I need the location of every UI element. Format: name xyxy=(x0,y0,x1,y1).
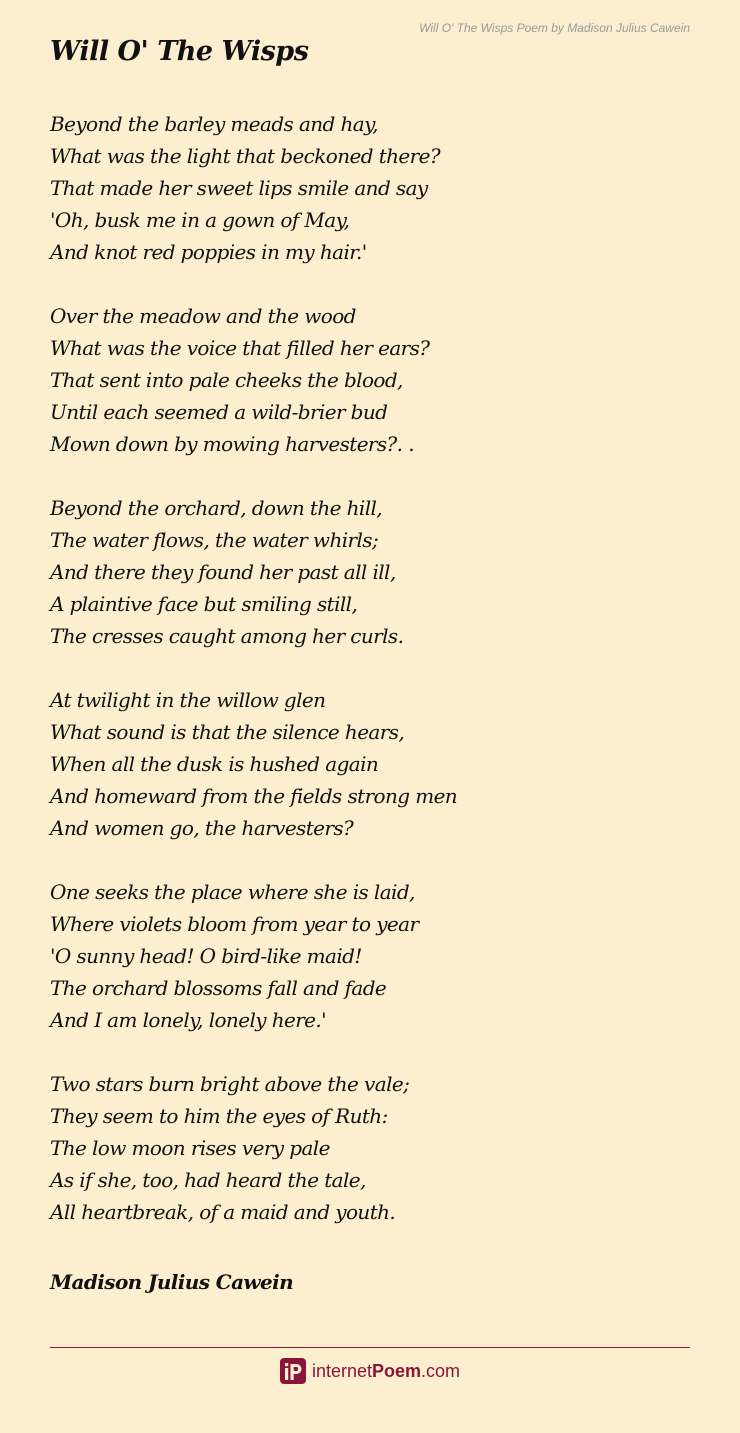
poem-line: The cresses caught among her curls. xyxy=(50,624,404,648)
poem-line: As if she, too, had heard the tale, xyxy=(50,1168,366,1192)
stanza xyxy=(50,1068,690,1228)
poem-line: The low moon rises very pale xyxy=(50,1136,330,1160)
poem-line: The water flows, the water whirls; xyxy=(50,528,379,552)
poem-line: And homeward from the fields strong men xyxy=(50,784,458,808)
stanza xyxy=(50,300,690,460)
poem-body xyxy=(50,108,690,1260)
brand-text-poem: Poem xyxy=(372,1360,422,1381)
poem-line: The orchard blossoms fall and fade xyxy=(50,976,387,1000)
poem-line: And there they found her past all ill, xyxy=(50,560,396,584)
stanza xyxy=(50,684,690,844)
poem-line: And women go, the harvesters? xyxy=(50,816,354,840)
poem-line: Beyond the barley meads and hay, xyxy=(50,112,378,136)
poem-line: Where violets bloom from year to year xyxy=(50,912,419,936)
poem-line: That made her sweet lips smile and say xyxy=(50,176,428,200)
poem-line: Mown down by mowing harvesters?. . xyxy=(50,432,414,456)
internetpoem-logo-icon xyxy=(280,1358,306,1384)
poem-line: Until each seemed a wild-brier bud xyxy=(50,400,388,424)
poem-title: Will O' The Wisps xyxy=(50,36,309,67)
brand-text-internet: internet xyxy=(311,1360,372,1381)
poem-line: When all the dusk is hushed again xyxy=(50,752,379,776)
poem-line: One seeks the place where she is laid, xyxy=(50,880,415,904)
poem-author: Madison Julius Cawein xyxy=(50,1270,294,1294)
poem-line: Beyond the orchard, down the hill, xyxy=(50,496,383,520)
stanza xyxy=(50,492,690,652)
brand-text-com: .com xyxy=(421,1360,461,1381)
brand-wordmark xyxy=(312,1361,460,1382)
poem-line: What was the light that beckoned there? xyxy=(50,144,440,168)
poem-line: A plaintive face but smiling still, xyxy=(50,592,358,616)
poem-line: What sound is that the silence hears, xyxy=(50,720,405,744)
poem-line: And I am lonely, lonely here.' xyxy=(50,1008,327,1032)
poem-line: 'Oh, busk me in a gown of May, xyxy=(50,208,350,232)
poem-line: 'O sunny head! O bird-like maid! xyxy=(50,944,362,968)
footer-divider xyxy=(50,1347,690,1348)
footer-brand-link[interactable] xyxy=(0,1358,740,1384)
poem-line: Over the meadow and the wood xyxy=(50,304,356,328)
poem-line: What was the voice that filled her ears? xyxy=(50,336,430,360)
poem-line: At twilight in the willow glen xyxy=(50,688,326,712)
header-caption: Will O' The Wisps Poem by Madison Julius Cawein xyxy=(419,21,690,35)
poem-line: They seem to him the eyes of Ruth: xyxy=(50,1104,388,1128)
poem-line: Two stars burn bright above the vale; xyxy=(50,1072,410,1096)
poem-line: All heartbreak, of a maid and youth. xyxy=(50,1200,396,1224)
stanza xyxy=(50,876,690,1036)
poem-line: That sent into pale cheeks the blood, xyxy=(50,368,403,392)
stanza xyxy=(50,108,690,268)
poem-line: And knot red poppies in my hair.' xyxy=(50,240,367,264)
